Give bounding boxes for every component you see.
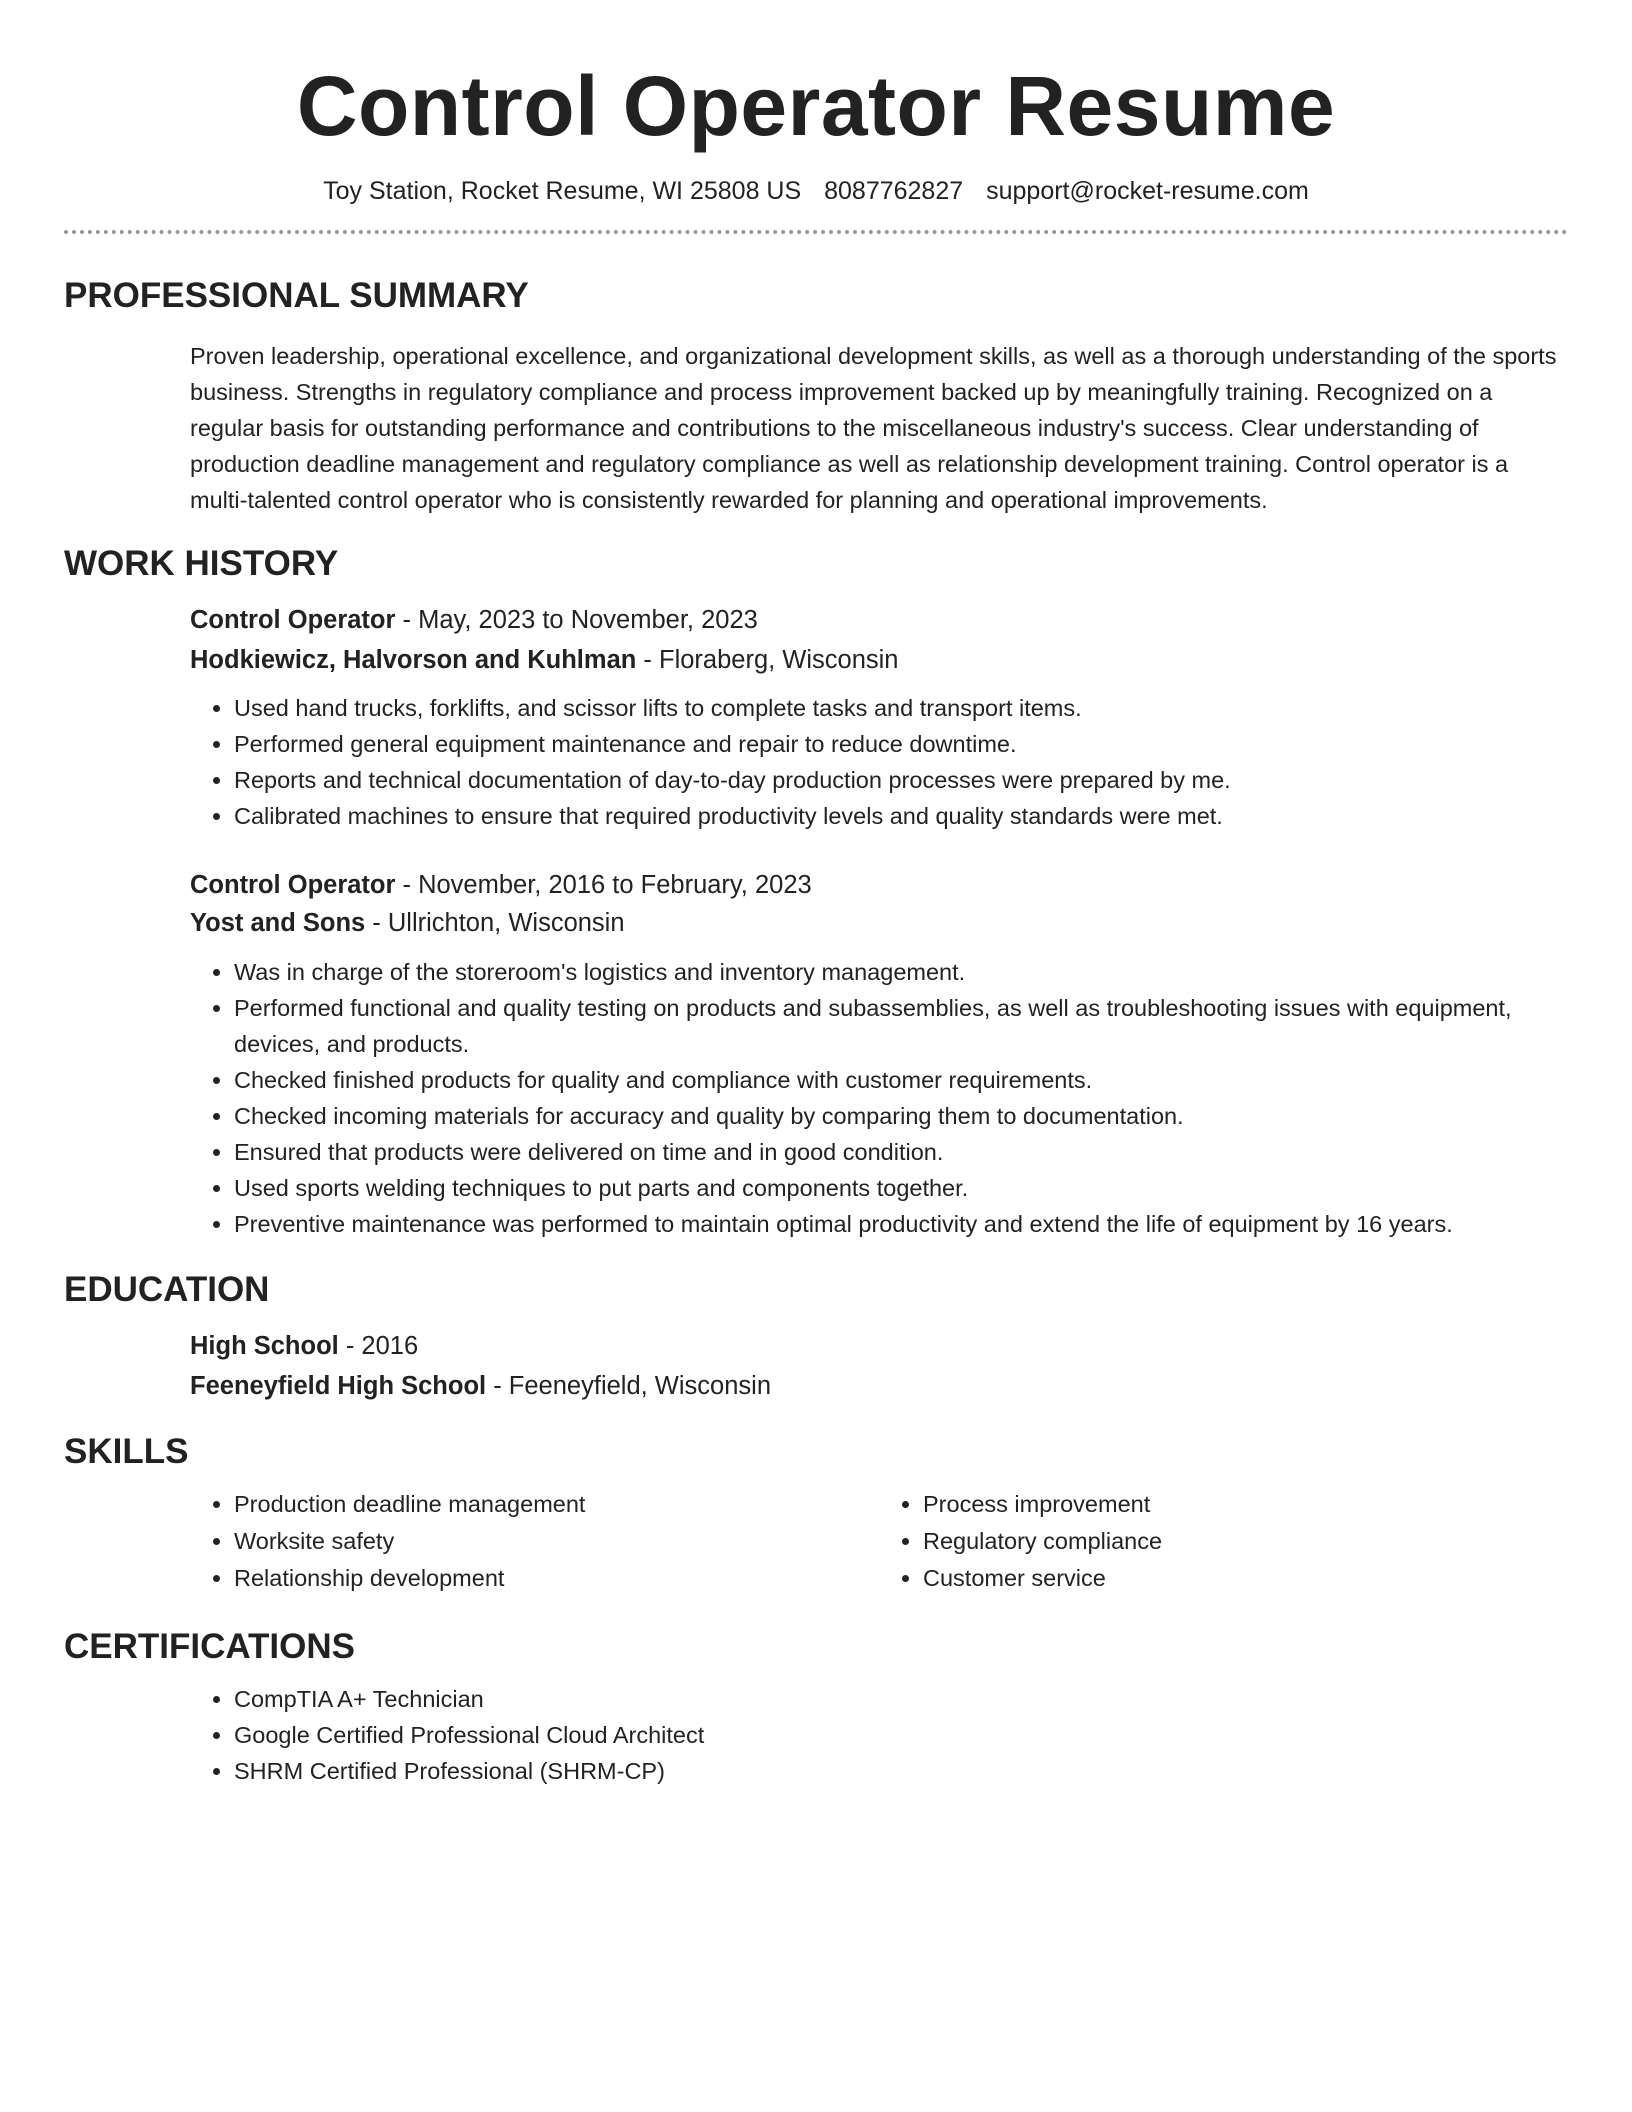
skills-list-left xyxy=(190,1486,879,1597)
list-item: • Preventive maintenance was performed to maintain optimal productivity and extend the life of equipment by 16 years. xyxy=(234,1206,1568,1242)
resume-title: Control Operator Resume xyxy=(296,59,1336,153)
summary-section xyxy=(64,276,1568,518)
list-item: • Used hand trucks, forklifts, and scissor lifts to complete tasks and transport items. xyxy=(234,690,1568,726)
education-school: Feeneyfield High School xyxy=(190,1371,487,1400)
job-dates: - November, 2016 to February, 2023 xyxy=(395,870,812,899)
contact-line xyxy=(64,177,1568,206)
list-item: • Performed functional and quality testing on products and subassemblies, as well as troubleshooting issues with equipment, devices, and products. xyxy=(234,990,1568,1062)
job-title-line xyxy=(190,600,1568,640)
education-location: - Feeneyfield, Wisconsin xyxy=(486,1371,771,1400)
list-item: • Was in charge of the storeroom's logistics and inventory management. xyxy=(234,954,1568,990)
list-item: • Performed general equipment maintenance and repair to reduce downtime. xyxy=(234,726,1568,762)
job-dates: - May, 2023 to November, 2023 xyxy=(395,605,758,634)
job-entry xyxy=(190,600,1568,834)
job-title: Control Operator xyxy=(190,870,396,899)
skills-list-right xyxy=(879,1486,1568,1597)
skills-section xyxy=(64,1432,1568,1597)
work-heading: WORK HISTORY xyxy=(64,543,339,583)
education-year: - 2016 xyxy=(338,1331,419,1360)
job-company-line xyxy=(190,904,1568,942)
header-divider xyxy=(64,230,1568,234)
education-degree: High School xyxy=(190,1331,339,1360)
job-location: - Floraberg, Wisconsin xyxy=(636,645,899,674)
list-item: • Production deadline management xyxy=(234,1486,879,1523)
list-item: • Reports and technical documentation of day-to-day production processes were prepared by me. xyxy=(234,762,1568,798)
work-body xyxy=(64,600,1568,1242)
education-school-line xyxy=(190,1366,1568,1406)
certifications-heading: CERTIFICATIONS xyxy=(64,1626,356,1666)
job-title-line xyxy=(190,866,1568,904)
contact-email: support@rocket-resume.com xyxy=(986,176,1309,205)
list-item: • CompTIA A+ Technician xyxy=(234,1681,1568,1717)
job-entry xyxy=(190,866,1568,1242)
list-item: • Relationship development xyxy=(234,1560,879,1597)
list-item: • Calibrated machines to ensure that required productivity levels and quality standards were met. xyxy=(234,798,1568,834)
contact-phone: 8087762827 xyxy=(824,176,964,205)
education-body xyxy=(64,1326,1568,1406)
job-duties-list xyxy=(190,954,1568,1242)
certifications-body xyxy=(64,1681,1568,1789)
job-duties-list xyxy=(190,690,1568,834)
job-title: Control Operator xyxy=(190,605,396,634)
list-item: • Checked incoming materials for accuracy and quality by comparing them to documentation. xyxy=(234,1098,1568,1134)
list-item: • SHRM Certified Professional (SHRM-CP) xyxy=(234,1753,1568,1789)
summary-text: Proven leadership, operational excellence, and organizational development skills, as well as a thorough understanding of the sports business. Strengths in regulatory compliance and process improvement backed up by meaningfully training. Recognized on a regular basis for outstanding performance and contributions to the miscellaneous industry's success. Clear understanding of production deadline management and regulatory compliance as well as relationship development training. Control operator is a multi-talented control operator who is consistently rewarded for planning and operational improvements. xyxy=(190,342,1557,513)
list-item: • Google Certified Professional Cloud Architect xyxy=(234,1717,1568,1753)
list-item: • Process improvement xyxy=(923,1486,1568,1523)
education-degree-line xyxy=(190,1326,1568,1366)
job-company: Yost and Sons xyxy=(190,908,366,937)
job-location: - Ullrichton, Wisconsin xyxy=(365,908,625,937)
skills-body xyxy=(64,1486,1568,1597)
education-section xyxy=(64,1270,1568,1406)
skills-heading: SKILLS xyxy=(64,1431,189,1471)
certifications-list xyxy=(190,1681,1568,1789)
contact-address: Toy Station, Rocket Resume, WI 25808 US xyxy=(323,176,802,205)
list-item: • Checked finished products for quality and compliance with customer requirements. xyxy=(234,1062,1568,1098)
job-company: Hodkiewicz, Halvorson and Kuhlman xyxy=(190,645,637,674)
skills-grid xyxy=(190,1486,1568,1597)
list-item: • Regulatory compliance xyxy=(923,1523,1568,1560)
list-item: • Worksite safety xyxy=(234,1523,879,1560)
list-item: • Ensured that products were delivered on time and in good condition. xyxy=(234,1134,1568,1170)
resume-header xyxy=(64,0,1568,234)
education-heading: EDUCATION xyxy=(64,1269,270,1309)
summary-heading: PROFESSIONAL SUMMARY xyxy=(64,275,529,315)
work-section xyxy=(64,544,1568,1242)
list-item: • Customer service xyxy=(923,1560,1568,1597)
list-item: • Used sports welding techniques to put parts and components together. xyxy=(234,1170,1568,1206)
certifications-section xyxy=(64,1627,1568,1789)
job-company-line xyxy=(190,640,1568,680)
summary-body xyxy=(64,338,1568,518)
